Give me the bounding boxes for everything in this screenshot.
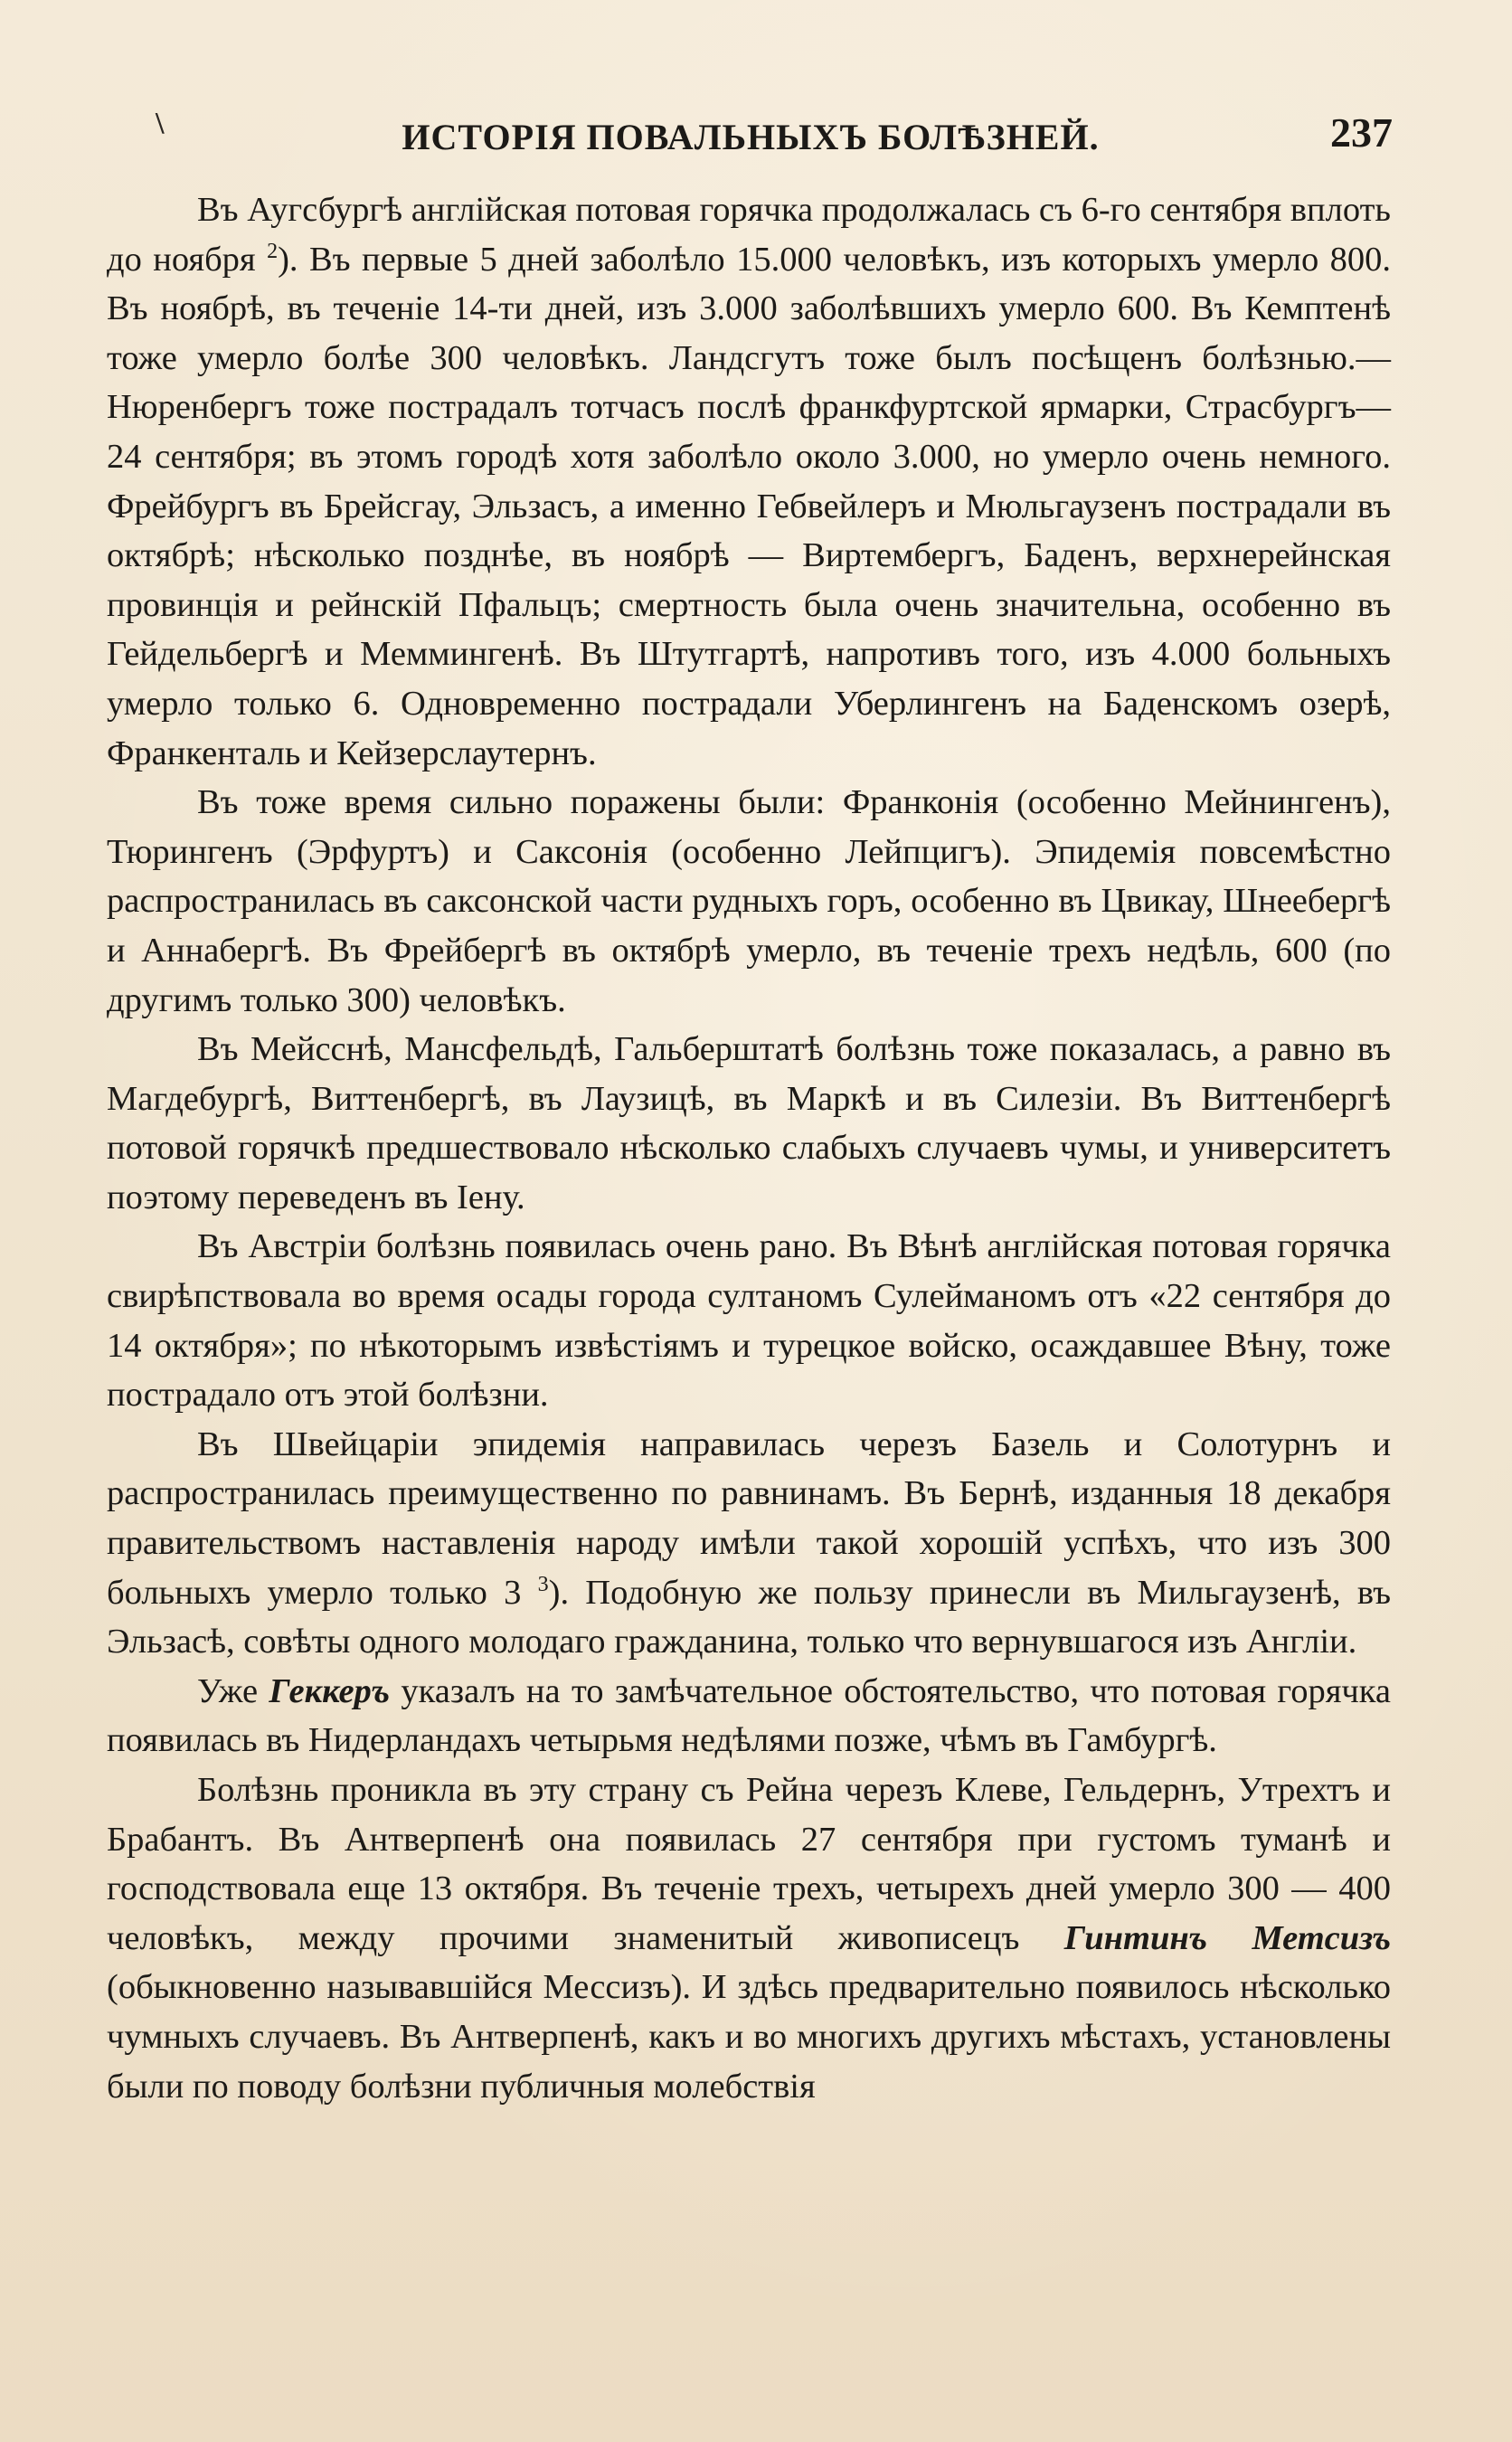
paragraph [107, 1025, 1391, 1222]
text-run: Въ Швейцаріи эпидемія направилась черезъ Базель и Солотурнъ и распространилась преимущественно по равнинамъ. Въ Бернѣ, изданныя 18 декабря правительствомъ наставленія народу имѣли такой хорошій успѣхъ, что изъ 300 больныхъ умерло только 3 [107, 1424, 1391, 1612]
text-run: Уже [197, 1671, 269, 1710]
paragraph [107, 1222, 1391, 1419]
text-run: Въ Австріи болѣзнь появилась очень рано. Въ Вѣнѣ англійская потовая горячка свирѣпствовала во время осады города султаномъ Сулейманомъ отъ «22 сентября до 14 октября»; по нѣкоторымъ извѣстіямъ и турецкое войско, осаждавшее Вѣну, тоже пострадало отъ этой болѣзни. [107, 1227, 1391, 1415]
text-run: Въ Мейсснѣ, Мансфельдѣ, Гальберштатѣ болѣзнь тоже показалась, а равно въ Магдебургѣ, Виттенбергѣ, въ Лаузицѣ, въ Маркѣ и въ Силезіи. Въ Виттенбергѣ потовой горячкѣ предшествовало нѣсколько слабыхъ случаевъ чумы, и университетъ поэтому переведенъ въ Іену. [107, 1030, 1391, 1216]
person-name: Гинтинъ Метсизъ [1063, 1918, 1391, 1957]
paragraph [107, 185, 1391, 778]
paragraph [107, 1765, 1391, 2111]
text-run: указалъ на то замѣчательное обстоятельство, что потовая горячка появилась въ Нидерландахъ четырьмя недѣлями позже, чѣмъ въ Гамбургѣ. [107, 1671, 1391, 1760]
footnote-ref: 2 [267, 239, 279, 263]
text-run: Въ Аугсбургѣ англійская потовая горячка продолжалась съ 6-го сентября вплоть до ноября [107, 191, 1391, 279]
body-text [107, 185, 1391, 2111]
footnote-ref: 3 [537, 1572, 549, 1596]
text-run: ). Подобную же пользу принесли въ Мильгаузенѣ, въ Эльзасѣ, совѣты одного молодаго гражданина, только что вернувшагося изъ Англіи. [107, 1573, 1392, 1661]
running-title: ИСТОРІЯ ПОВАЛЬНЫХЪ БОЛѢЗНЕЙ. [402, 117, 1100, 157]
person-name: Геккеръ [269, 1671, 391, 1710]
paragraph [107, 778, 1391, 1025]
running-header [109, 107, 1393, 161]
paragraph [107, 1420, 1391, 1667]
text-run: ). Въ первые 5 дней заболѣло 15.000 человѣкъ, изъ которыхъ умерло 800. Въ ноябрѣ, въ теченіе 14-ти дней, изъ 3.000 заболѣвшихъ умерло 600. Въ Кемптенѣ тоже умерло болѣе 300 человѣкъ. Ландсгутъ тоже былъ посѣщенъ болѣзнью.—Нюренбергъ тоже пострадалъ тотчасъ послѣ франкфуртской ярмарки, Страсбургъ—24 сентября; въ этомъ городѣ хотя заболѣло около 3.000, но умерло очень немного. Фрейбургъ въ Брейсгау, Эльзасъ, а именно Гебвейлеръ и Мюльгаузенъ пострадали въ октябрѣ; нѣсколько позднѣе, въ ноябрѣ — Виртембергъ, Баденъ, верхнерейнская провинція и рейнскій Пфальцъ; смертность была очень значительна, особенно въ Гейдельбергѣ и Меммингенѣ. Въ Штутгартѣ, напротивъ того, изъ 4.000 больныхъ умерло только 6. Одновременно пострадали Уберлингенъ на Баденскомъ озерѣ, Франкенталь и Кейзерслаутернъ. [107, 240, 1392, 772]
margin-mark: \ [156, 107, 165, 140]
text-run: Болѣзнь проникла въ эту страну съ Рейна черезъ Клеве, Гельдернъ, Утрехтъ и Брабантъ. Въ Антверпенѣ она появилась 27 сентября при густомъ туманѣ и господствовала еще 13 октября. Въ теченіе трехъ, четырехъ дней умерло 300 — 400 человѣкъ, между прочими знаменитый живописецъ [107, 1771, 1391, 1957]
text-run: (обыкновенно называвшійся Мессизъ). И здѣсь предварительно появилось нѣсколько чумныхъ случаевъ. Въ Антверпенѣ, какъ и во многихъ другихъ мѣстахъ, установлены были по поводу болѣзни публичныя молебствія [107, 1968, 1391, 2106]
text-run: Въ тоже время сильно поражены были: Франконія (особенно Мейнингенъ), Тюрингенъ (Эрфуртъ) и Саксонія (особенно Лейпцигъ). Эпидемія повсемѣстно распространилась въ саксонской части рудныхъ горъ, особенно въ Цвикау, Шнеебергѣ и Аннабергѣ. Въ Фрейбергѣ въ октябрѣ умерло, въ теченіе трехъ недѣль, 600 (по другимъ только 300) человѣкъ. [107, 783, 1391, 1019]
page-number: 237 [1330, 109, 1393, 156]
paragraph [107, 1667, 1391, 1765]
